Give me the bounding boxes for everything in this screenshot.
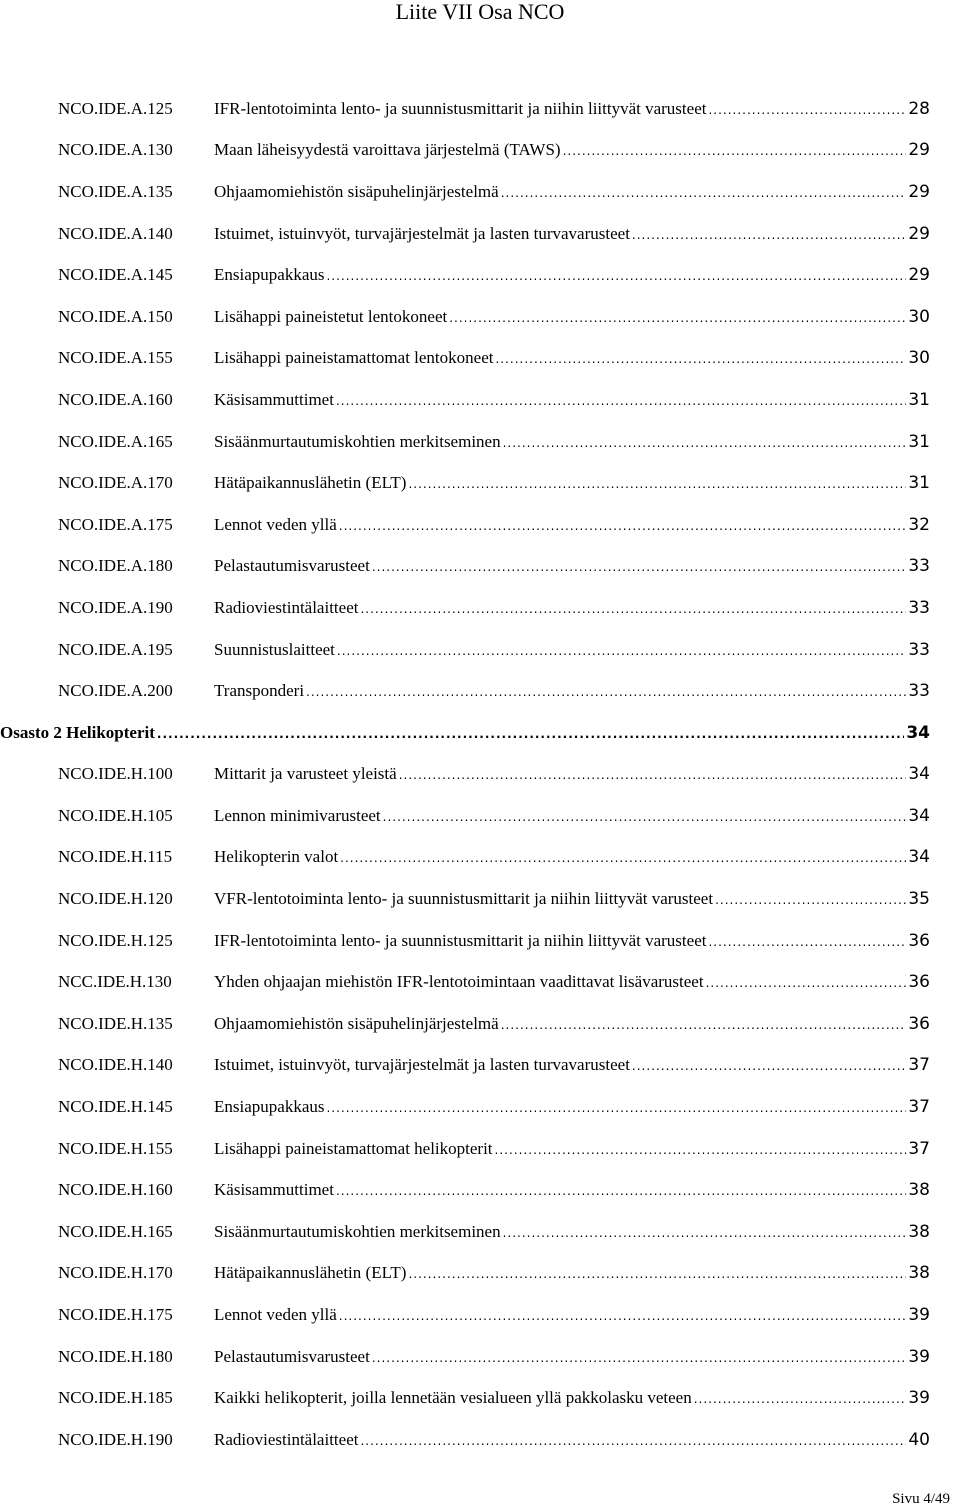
toc-entry-line	[214, 473, 930, 493]
toc-entry-title: IFR-lentotoiminta lento- ja suunnistusmittarit ja niihin liittyvät varusteet	[214, 98, 707, 118]
toc-entry-page: 31	[908, 431, 930, 452]
toc-entry[interactable]	[0, 837, 960, 879]
toc-entry-line	[214, 972, 930, 992]
toc-entry-line	[214, 1222, 930, 1242]
toc-entry-line	[214, 140, 930, 160]
toc-entry-title: IFR-lentotoiminta lento- ja suunnistusmittarit ja niihin liittyvät varusteet	[214, 930, 707, 950]
toc-entry[interactable]	[0, 1086, 960, 1128]
toc-entry-title: Sisäänmurtautumiskohtien merkitseminen	[214, 431, 501, 451]
dot-leader	[326, 1101, 906, 1115]
toc-entry-page: 38	[908, 1221, 930, 1242]
toc-entry-page: 29	[908, 265, 930, 286]
toc-entry-line	[214, 99, 930, 119]
toc-entry-line	[214, 1305, 930, 1325]
toc-entry-title: Mittarit ja varusteet yleistä	[214, 764, 397, 784]
toc-entry-line	[214, 1388, 930, 1408]
dot-leader	[336, 394, 906, 408]
toc-entry-code: NCO.IDE.H.100	[58, 764, 173, 784]
dot-leader	[694, 1392, 907, 1406]
toc-entry-title: Helikopterin valot	[214, 847, 339, 867]
toc-entry[interactable]	[0, 1128, 960, 1170]
toc-entry-title: Suunnistuslaitteet	[214, 639, 335, 659]
dot-leader	[503, 1226, 907, 1240]
toc-entry-page: 38	[908, 1263, 930, 1284]
dot-leader	[503, 436, 907, 450]
toc-entry[interactable]	[0, 88, 960, 130]
toc-entry[interactable]	[0, 296, 960, 338]
toc-entry-title: Radioviestintälaitteet	[214, 1429, 359, 1449]
toc-entry-title: Pelastautumisvarusteet	[214, 1346, 370, 1366]
toc-entry-title: Kaikki helikopterit, joilla lennetään vesialueen yllä pakkolasku veteen	[214, 1388, 692, 1408]
toc-entry-code: NCO.IDE.H.155	[58, 1138, 173, 1158]
toc-entry-line	[214, 1180, 930, 1200]
toc-entry-page: 33	[908, 681, 930, 702]
dot-leader	[563, 144, 907, 158]
toc-entry-title: Pelastautumisvarusteet	[214, 556, 370, 576]
toc-entry-line	[214, 265, 930, 285]
toc-entry-page: 37	[908, 1097, 930, 1118]
toc-entry-code: NCO.IDE.H.180	[58, 1346, 173, 1366]
toc-entry-title: Lennot veden yllä	[214, 514, 337, 534]
toc-entry-code: NCO.IDE.A.125	[58, 98, 173, 118]
toc-entry-code: NCO.IDE.H.120	[58, 889, 173, 909]
toc-entry-line	[214, 1263, 930, 1283]
toc-entry[interactable]	[0, 130, 960, 172]
toc-entry-page: 34	[906, 722, 930, 743]
dot-leader	[383, 810, 907, 824]
toc-entry-title: Lisähappi paineistetut lentokoneet	[214, 306, 448, 326]
toc-entry[interactable]	[0, 629, 960, 671]
toc-entry-page: 28	[908, 98, 930, 119]
toc-entry-code: NCO.IDE.A.130	[58, 140, 173, 160]
toc-entry-page: 37	[908, 1055, 930, 1076]
toc-entry-code: NCO.IDE.A.165	[58, 431, 173, 451]
dot-leader	[715, 893, 906, 907]
toc-entry-title: Maan läheisyydestä varoittava järjestelmä (TAWS)	[214, 140, 561, 160]
dot-leader	[326, 269, 906, 283]
dot-leader	[408, 477, 906, 491]
toc-entry-title: Lennon minimivarusteet	[214, 805, 381, 825]
dot-leader	[157, 727, 904, 741]
toc-entry-page: 40	[908, 1429, 930, 1450]
toc-section-heading[interactable]	[0, 712, 960, 754]
toc-entry[interactable]	[0, 546, 960, 588]
toc-entry[interactable]	[0, 1003, 960, 1045]
toc-entry-page: 38	[908, 1180, 930, 1201]
dot-leader	[340, 851, 906, 865]
toc-entry-code: NCO.IDE.A.150	[58, 306, 173, 326]
toc-entry-code: NCO.IDE.H.125	[58, 930, 173, 950]
toc-entry-line	[214, 764, 930, 784]
toc-entry-code: NCO.IDE.A.135	[58, 181, 173, 201]
toc-entry[interactable]	[0, 754, 960, 796]
toc-entry-code: NCO.IDE.A.195	[58, 639, 173, 659]
dot-leader	[501, 186, 907, 200]
toc-entry[interactable]	[0, 462, 960, 504]
toc-entry-page: 34	[908, 847, 930, 868]
toc-entry-page: 31	[908, 473, 930, 494]
toc-entry[interactable]	[0, 1294, 960, 1336]
dot-leader	[372, 1351, 907, 1365]
toc-entry[interactable]	[0, 920, 960, 962]
toc-entry-page: 29	[908, 140, 930, 161]
toc-entry[interactable]	[0, 379, 960, 421]
toc-entry-page: 39	[908, 1346, 930, 1367]
toc-entry-line	[214, 681, 930, 701]
toc-entry-title: Sisäänmurtautumiskohtien merkitseminen	[214, 1221, 501, 1241]
toc-entry-line	[214, 390, 930, 410]
toc-entry-line	[214, 1347, 930, 1367]
toc-entry-code: NCO.IDE.A.200	[58, 681, 173, 701]
toc-entry-title: Ensiapupakkaus	[214, 265, 325, 285]
toc-entry-page: 33	[908, 556, 930, 577]
toc-entry-title: Hätäpaikannuslähetin (ELT)	[214, 473, 407, 493]
dot-leader	[360, 1434, 906, 1448]
page-number: Sivu 4/49	[892, 1491, 950, 1507]
toc-entry-line	[214, 1097, 930, 1117]
dot-leader	[708, 935, 906, 949]
toc-entry-page: 34	[908, 805, 930, 826]
dot-leader	[336, 1184, 906, 1198]
toc-entry[interactable]	[0, 1419, 960, 1461]
dot-leader	[706, 976, 907, 990]
toc-entry-line	[214, 515, 930, 535]
toc-entry-page: 37	[908, 1138, 930, 1159]
toc-entry-line	[214, 1014, 930, 1034]
toc-entry[interactable]	[0, 795, 960, 837]
toc-entry-title: Lisähappi paineistamattomat lentokoneet	[214, 348, 494, 368]
dot-leader	[632, 228, 906, 242]
toc-entry-page: 35	[908, 889, 930, 910]
toc-entry-page: 39	[908, 1305, 930, 1326]
toc-entry-code: NCO.IDE.H.175	[58, 1305, 173, 1325]
toc-entry-line	[214, 1055, 930, 1075]
toc-entry-line	[214, 1139, 930, 1159]
dot-leader	[708, 103, 906, 117]
toc-entry[interactable]	[0, 1169, 960, 1211]
toc-entry-page: 36	[908, 1013, 930, 1034]
toc-entry-page: 33	[908, 639, 930, 660]
header-title: Liite VII Osa NCO	[395, 0, 565, 24]
toc-entry-code: NCO.IDE.A.190	[58, 597, 173, 617]
toc-entry-code: NCO.IDE.A.145	[58, 265, 173, 285]
toc-entry-page: 30	[908, 306, 930, 327]
toc-entry-line	[214, 182, 930, 202]
toc-entry[interactable]	[0, 1377, 960, 1419]
toc-entry[interactable]	[0, 421, 960, 463]
toc-entry-line	[214, 224, 930, 244]
toc-entry-title: Ohjaamomiehistön sisäpuhelinjärjestelmä	[214, 181, 499, 201]
toc-entry[interactable]	[0, 213, 960, 255]
toc-entry-line	[214, 847, 930, 867]
toc-entry-line	[0, 723, 930, 743]
page-header	[0, 0, 960, 30]
toc-entry-title: Käsisammuttimet	[214, 389, 334, 409]
toc-entry-page: 32	[908, 514, 930, 535]
toc-entry-code: NCO.IDE.A.160	[58, 389, 173, 409]
page-footer	[892, 1491, 950, 1508]
toc-entry-title: Istuimet, istuinvyöt, turvajärjestelmät ja lasten turvavarusteet	[214, 223, 630, 243]
toc-entry-code: NCO.IDE.H.170	[58, 1263, 173, 1283]
dot-leader	[372, 560, 907, 574]
toc-entry-line	[214, 931, 930, 951]
dot-leader	[339, 519, 907, 533]
toc-entry-title: Transponderi	[214, 681, 305, 701]
toc-entry-code: NCO.IDE.H.105	[58, 805, 173, 825]
toc-entry[interactable]	[0, 1336, 960, 1378]
toc-entry-line	[214, 307, 930, 327]
toc-entry-title: VFR-lentotoiminta lento- ja suunnistusmittarit ja niihin liittyvät varusteet	[214, 889, 714, 909]
toc-entry[interactable]	[0, 338, 960, 380]
dot-leader	[339, 1309, 907, 1323]
toc-entry-line	[214, 640, 930, 660]
dot-leader	[399, 768, 907, 782]
toc-entry-page: 29	[908, 181, 930, 202]
toc-entry-line	[214, 348, 930, 368]
toc-entry-code: NCO.IDE.H.190	[58, 1429, 173, 1449]
toc-entry-line	[214, 889, 930, 909]
dot-leader	[360, 602, 906, 616]
toc-entry-code: NCO.IDE.A.170	[58, 473, 173, 493]
toc-entry-title: Ensiapupakkaus	[214, 1097, 325, 1117]
toc-entry-page: 36	[908, 930, 930, 951]
toc-entry-code: NCO.IDE.H.140	[58, 1055, 173, 1075]
toc-entry-code: NCC.IDE.H.130	[58, 972, 172, 992]
toc-entry[interactable]	[0, 504, 960, 546]
toc-entry-code: NCO.IDE.A.155	[58, 348, 173, 368]
toc-entry[interactable]	[0, 1045, 960, 1087]
toc-entry[interactable]	[0, 587, 960, 629]
dot-leader	[501, 1018, 907, 1032]
toc-entry-code: NCO.IDE.A.180	[58, 556, 173, 576]
toc-entry-code: NCO.IDE.H.185	[58, 1388, 173, 1408]
dot-leader	[408, 1267, 906, 1281]
toc-entry-line	[214, 1430, 930, 1450]
toc-entry-title: Lisähappi paineistamattomat helikopterit	[214, 1138, 493, 1158]
toc-entry-code: NCO.IDE.H.135	[58, 1013, 173, 1033]
toc-entry[interactable]	[0, 1253, 960, 1295]
toc-entry-title: Radioviestintälaitteet	[214, 597, 359, 617]
toc-entry-code: NCO.IDE.H.160	[58, 1180, 173, 1200]
table-of-contents	[0, 88, 960, 1461]
toc-entry-code: NCO.IDE.H.145	[58, 1097, 173, 1117]
toc-entry[interactable]	[0, 254, 960, 296]
dot-leader	[337, 644, 906, 658]
toc-entry-line	[214, 432, 930, 452]
toc-entry[interactable]	[0, 1211, 960, 1253]
toc-entry-line	[214, 556, 930, 576]
toc-entry-page: 33	[908, 597, 930, 618]
toc-entry-page: 34	[908, 764, 930, 785]
toc-entry[interactable]	[0, 878, 960, 920]
toc-entry-title: Ohjaamomiehistön sisäpuhelinjärjestelmä	[214, 1013, 499, 1033]
toc-entry[interactable]	[0, 961, 960, 1003]
toc-entry-page: 29	[908, 223, 930, 244]
toc-entry-line	[214, 598, 930, 618]
toc-entry-code: NCO.IDE.H.115	[58, 847, 173, 867]
toc-entry-title: Istuimet, istuinvyöt, turvajärjestelmät ja lasten turvavarusteet	[214, 1055, 630, 1075]
toc-entry-title: Hätäpaikannuslähetin (ELT)	[214, 1263, 407, 1283]
dot-leader	[306, 685, 906, 699]
toc-entry-page: 30	[908, 348, 930, 369]
toc-entry-page: 36	[908, 972, 930, 993]
toc-entry-code: NCO.IDE.H.165	[58, 1221, 173, 1241]
toc-entry-code: NCO.IDE.A.140	[58, 223, 173, 243]
toc-entry-page: 31	[908, 389, 930, 410]
dot-leader	[449, 311, 906, 325]
toc-entry-title: Käsisammuttimet	[214, 1180, 334, 1200]
dot-leader	[495, 352, 906, 366]
toc-entry[interactable]	[0, 670, 960, 712]
section-title: Osasto 2 Helikopterit	[0, 722, 155, 742]
toc-entry-title: Lennot veden yllä	[214, 1305, 337, 1325]
dot-leader	[495, 1143, 907, 1157]
toc-entry-page: 39	[908, 1388, 930, 1409]
dot-leader	[632, 1059, 906, 1073]
toc-entry-code: NCO.IDE.A.175	[58, 514, 173, 534]
toc-entry[interactable]	[0, 171, 960, 213]
toc-entry-title: Yhden ohjaajan miehistön IFR-lentotoimintaan vaadittavat lisävarusteet	[214, 972, 704, 992]
toc-entry-line	[214, 806, 930, 826]
